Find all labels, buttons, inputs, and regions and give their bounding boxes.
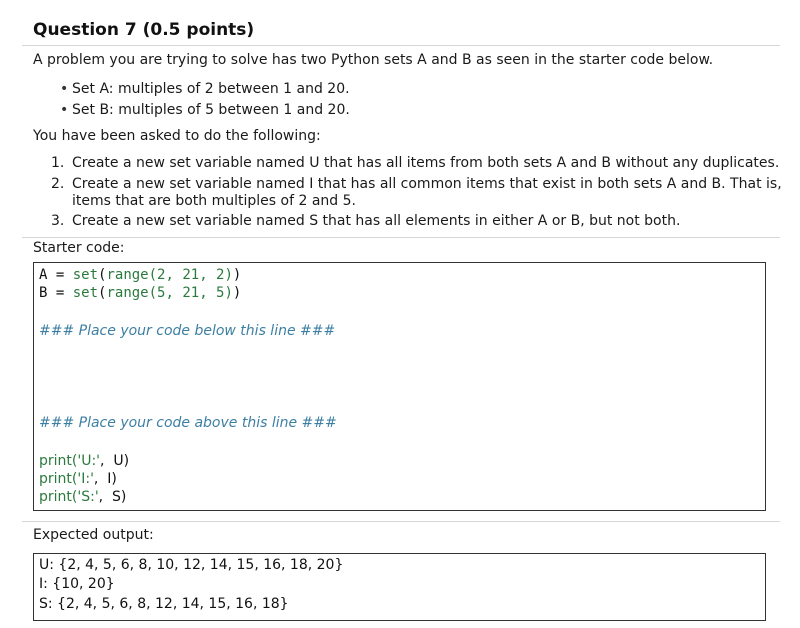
- bullet-dot-icon: •: [60, 102, 69, 118]
- code-string: ('U:': [71, 453, 101, 469]
- code-function: set: [72, 285, 99, 301]
- task-number: 2.: [51, 176, 65, 192]
- code-operator: =: [47, 267, 73, 283]
- task-number: 1.: [51, 155, 65, 171]
- code-args: (5, 21, 5): [148, 285, 233, 301]
- task-text: Create a new set variable named U that has all items from both sets A and B without any duplicates.: [72, 155, 780, 171]
- expected-output-label: Expected output:: [33, 527, 154, 543]
- expected-output-box: [33, 553, 766, 621]
- question-header: [22, 0, 780, 46]
- code-paren: ): [232, 267, 242, 283]
- question-title: Question 7 (0.5 points): [33, 20, 255, 40]
- code-print-line: [39, 489, 126, 505]
- task-intro: You have been asked to do the following:: [33, 128, 321, 144]
- code-function: print: [39, 453, 72, 469]
- code-var: A: [39, 267, 48, 283]
- code-args: (2, 21, 2): [148, 267, 233, 283]
- divider: [22, 521, 780, 522]
- code-paren: ): [232, 285, 242, 301]
- code-line-a: [39, 267, 241, 283]
- task-text: Create a new set variable named I that has all common items that exist in both sets A and B. That is,: [72, 176, 782, 192]
- code-function: set: [72, 267, 99, 283]
- code-paren: (: [98, 267, 107, 283]
- task-number: 3.: [51, 213, 65, 229]
- output-line: S: {2, 4, 5, 6, 8, 12, 14, 15, 16, 18}: [39, 596, 289, 612]
- code-comment-below: ### Place your code below this line ###: [39, 323, 336, 339]
- code-function: range: [106, 267, 149, 283]
- code-function: range: [106, 285, 149, 301]
- starter-code-box: [33, 262, 766, 511]
- code-operator: =: [47, 285, 73, 301]
- starter-code-label: Starter code:: [33, 240, 125, 256]
- code-rest: , S): [98, 489, 127, 505]
- output-line: U: {2, 4, 5, 6, 8, 10, 12, 14, 15, 16, 18, 20}: [39, 557, 344, 573]
- task-text-continued: items that are both multiples of 2 and 5.: [72, 193, 356, 209]
- bullet-item: Set A: multiples of 2 between 1 and 20.: [72, 81, 350, 97]
- code-line-b: [39, 285, 241, 301]
- code-string: ('I:': [71, 471, 94, 487]
- code-function: print: [39, 471, 72, 487]
- question-intro: A problem you are trying to solve has two Python sets A and B as seen in the starter code below.: [33, 52, 714, 68]
- code-rest: , I): [93, 471, 117, 487]
- bullet-dot-icon: •: [60, 81, 69, 97]
- code-print-line: [39, 453, 129, 469]
- divider: [22, 237, 780, 238]
- code-string: ('S:': [71, 489, 99, 505]
- code-rest: , U): [100, 453, 130, 469]
- task-text: Create a new set variable named S that has all elements in either A or B, but not both.: [72, 213, 681, 229]
- bullet-item: Set B: multiples of 5 between 1 and 20.: [72, 102, 350, 118]
- code-var: B: [39, 285, 48, 301]
- code-function: print: [39, 489, 72, 505]
- code-comment-above: ### Place your code above this line ###: [39, 415, 337, 431]
- code-print-line: [39, 471, 117, 487]
- code-paren: (: [98, 285, 107, 301]
- output-line: I: {10, 20}: [39, 576, 115, 592]
